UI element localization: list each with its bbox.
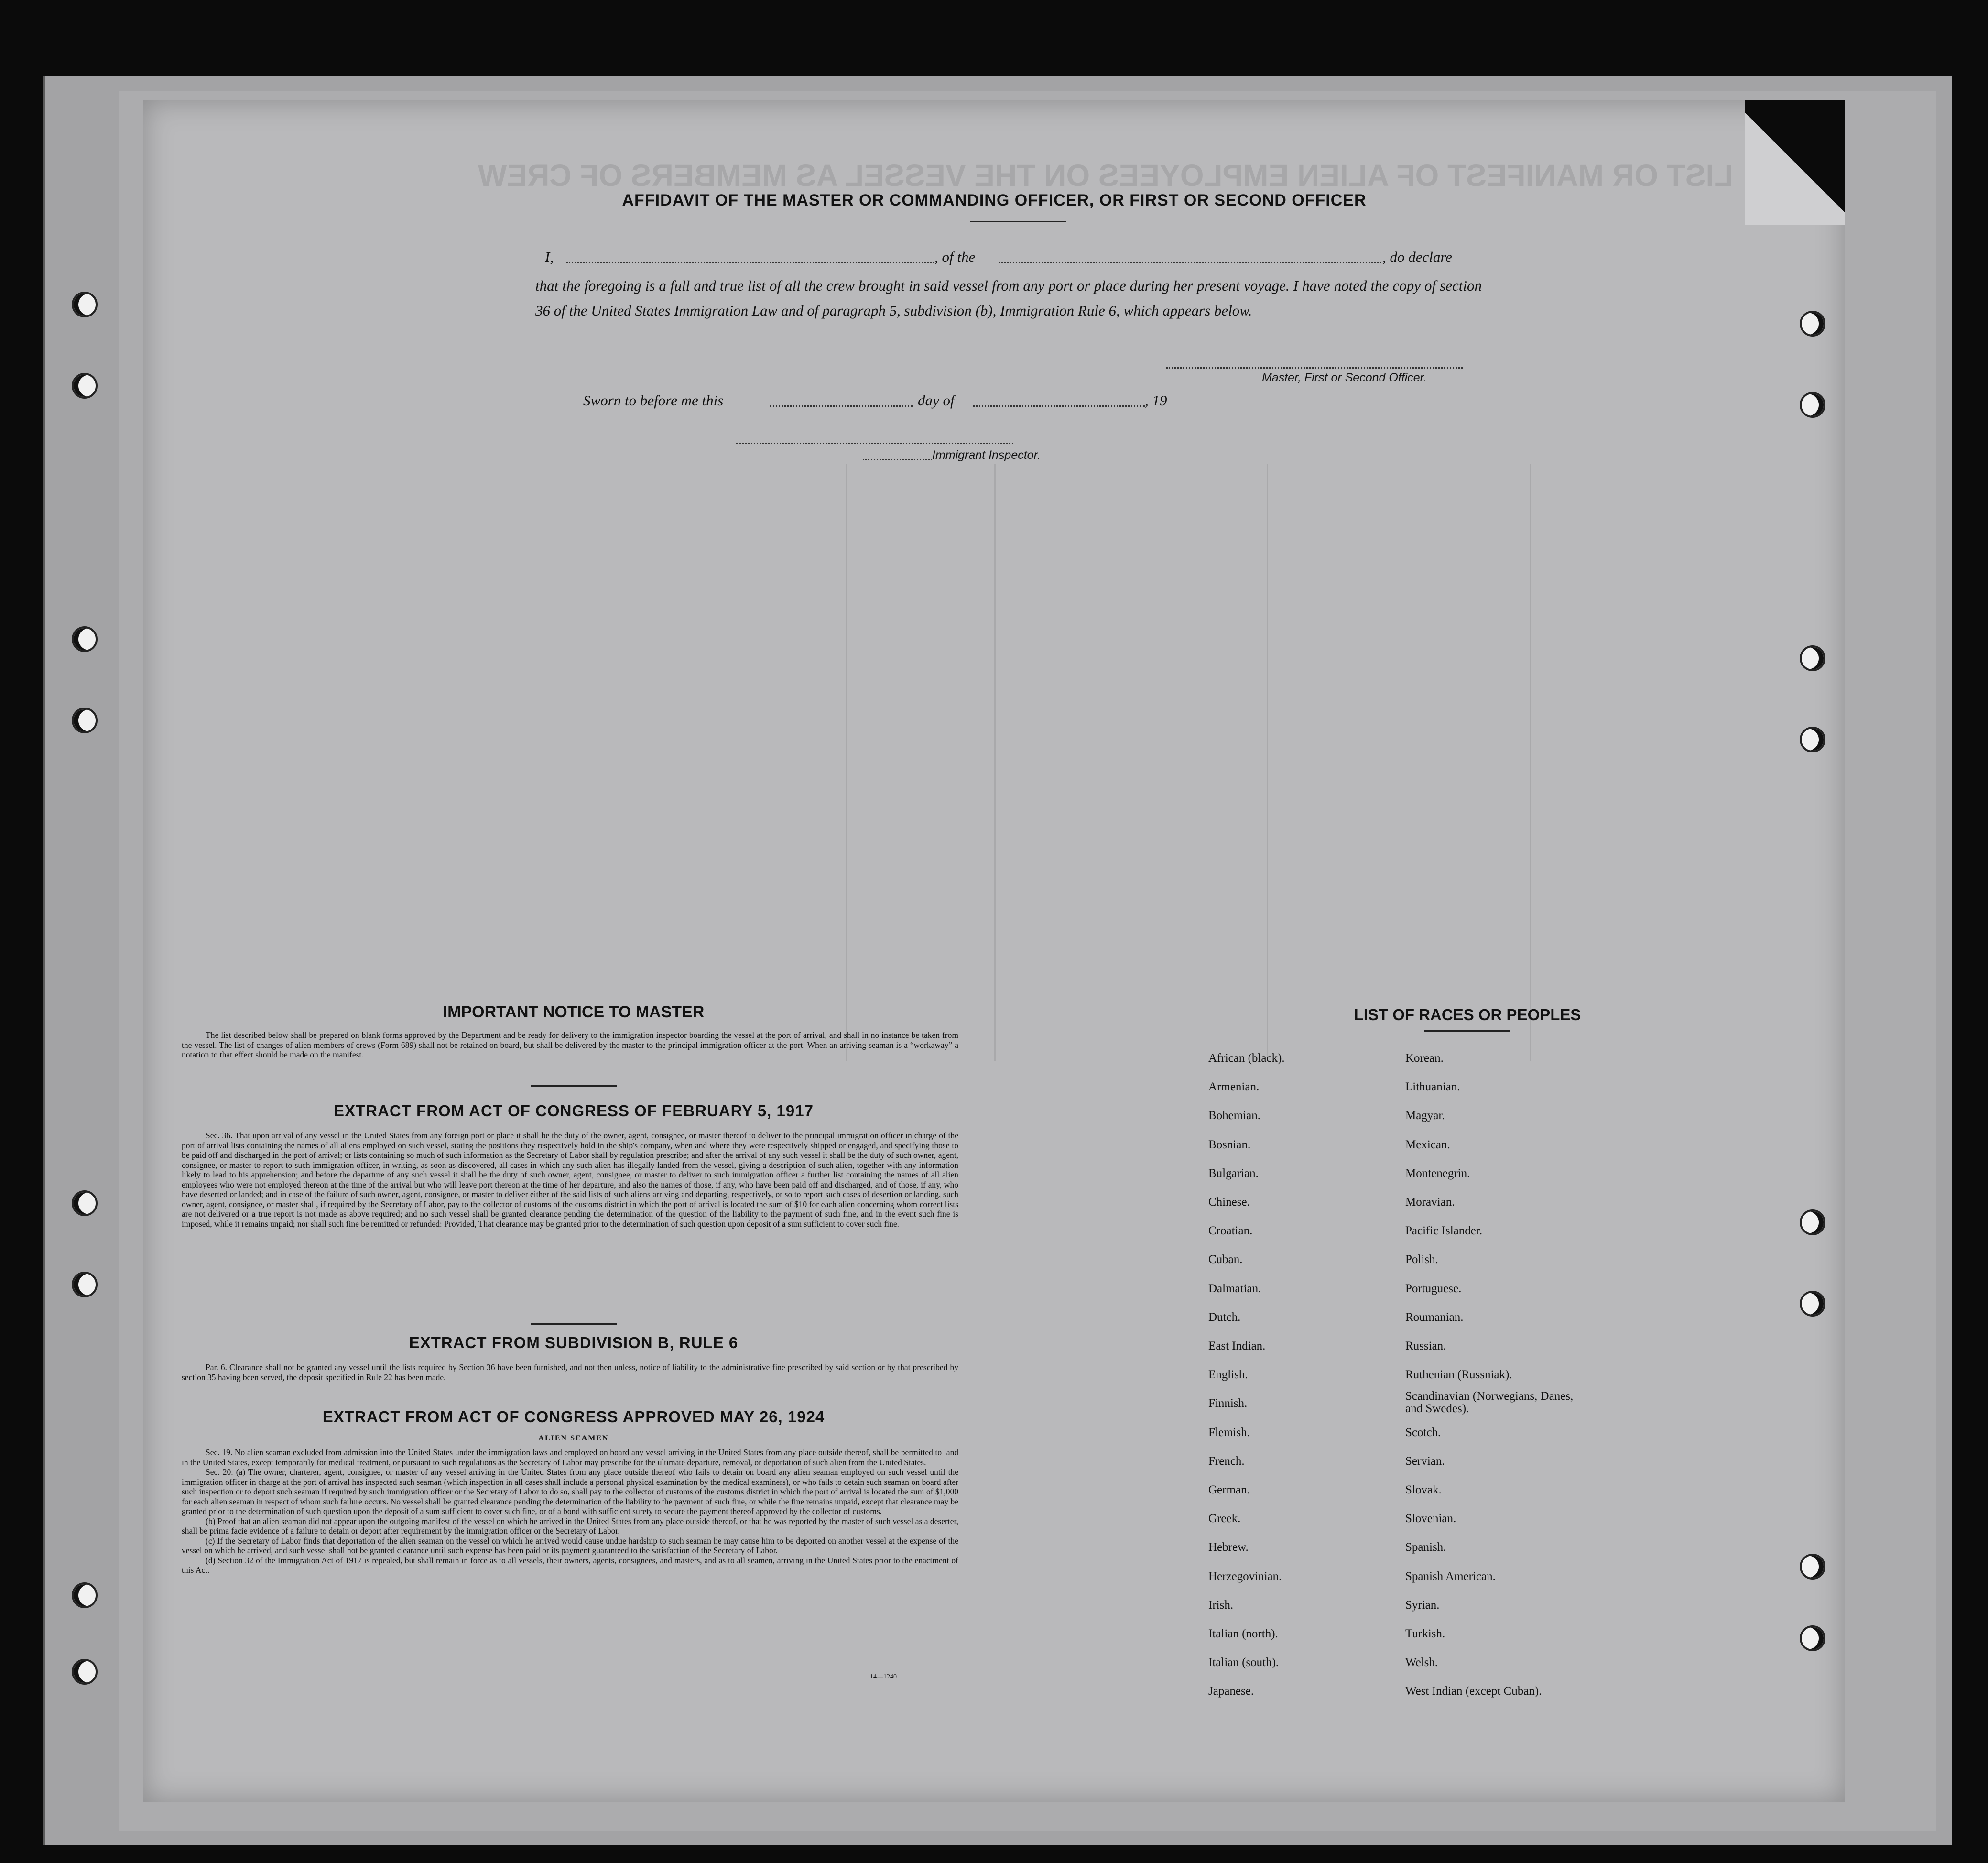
bleed-through-rule <box>1267 464 1268 1061</box>
document-page <box>143 100 1845 1802</box>
race-item: Armenian. <box>1208 1080 1260 1094</box>
race-item: Spanish. <box>1405 1541 1446 1554</box>
race-item: Lithuanian. <box>1405 1080 1460 1094</box>
race-item: Scotch. <box>1405 1426 1441 1439</box>
inspector-caption: Immigrant Inspector. <box>932 448 1041 462</box>
race-item: West Indian (except Cuban). <box>1405 1685 1542 1698</box>
race-item: Hebrew. <box>1208 1541 1249 1554</box>
sworn-month-blank[interactable] <box>973 405 1145 407</box>
punch-hole <box>72 292 98 317</box>
affidavit-body: that the foregoing is a full and true list of all the crew brought in said vessel from any port or place during her present voyage. I have noted the copy of section 36 of the United States Immigration Law and of paragraph 5, subdivision (b), Immigration Rule 6, which appears below. <box>535 277 1482 319</box>
extract-1917-text: Sec. 36. That upon arrival of any vessel in the United States from any foreign port or place it shall be the duty of the owner, agent, consignee, or master thereof to deliver to the principal immigration officer in charge of the port of arrival lists containing the names of all aliens employed on such vessel, stating the positions they respectively hold in the ship's company, when and where they were respectively shipped or engaged, and specifying those to be paid off and discharged in the port of arrival; or lists containing so much of such information as the Secretary of Labor shall by regulation prescribe; and after the arrival of any such vessel it shall be the duty of such owner, agent, consignee, or master to report to such immigration officer, in writing, as soon as discovered, all cases in which any such alien has illegally landed from the vessel, giving a description of such alien, together with any information likely to lead to his apprehension; and before the departure of any such vessel it shall be the duty of such owner, agent, consignee, or master to deliver to such immigration officer a further list containing the names of all alien employees who were not employed thereon at the time of the arrival but who will leave port thereon at the time of her departure, and also the names of those, if any, who have been paid off and discharged, and of those, if any, who have deserted or landed; and in case of the failure of such owner, agent, consignee, or master to deliver either of the said lists of such aliens arriving and departing, respectively, or so to report such cases of desertion or landing, such owner, agent, consignee, or master shall, if required by the Secretary of Labor, pay to the collector of customs of the customs district in which the port of arrival is located the sum of $10 for each alien concerning whom correct lists are not delivered or a true report is not made as above required; and no such vessel shall be granted clearance pending the determination of the question of the liability to the payment of such fine, and in the event such fine is imposed, while it remains unpaid; nor shall such fine be remitted or refunded: Provided, That clearance may be granted prior to the determination of such question upon deposit of a sum sufficient to cover such fine. <box>182 1131 958 1229</box>
punch-hole <box>72 1272 98 1297</box>
punch-hole <box>1800 727 1825 752</box>
punch-hole <box>1800 1209 1825 1235</box>
race-item: German. <box>1208 1483 1250 1496</box>
race-item: Bosnian. <box>1208 1138 1251 1151</box>
affidavit-of-the: , of the <box>934 249 976 265</box>
race-item: Spanish American. <box>1405 1569 1496 1583</box>
subdivision-b-text: Par. 6. Clearance shall not be granted any vessel until the lists required by Section 36 have been furnished, and not then unless, notice of liability to the administrative fine prescribed by said section or by that prescribed by section 35 having been served, the deposit specified in Rule 22 has been made. <box>182 1362 958 1382</box>
sworn-prefix: Sworn to before me this <box>583 392 724 409</box>
race-item: Syrian. <box>1405 1598 1440 1612</box>
sworn-year: , 19 <box>1145 392 1167 409</box>
race-item: English. <box>1208 1368 1248 1382</box>
race-item: Polish. <box>1405 1253 1438 1266</box>
race-item: Bohemian. <box>1208 1109 1261 1122</box>
race-item: French. <box>1208 1454 1245 1468</box>
race-item: Roumanian. <box>1405 1310 1464 1324</box>
signature-caption: Master, First or Second Officer. <box>1262 371 1427 384</box>
extract-1917-heading: EXTRACT FROM ACT OF CONGRESS OF FEBRUARY 5, 1917 <box>334 1102 814 1120</box>
race-item: Russian. <box>1405 1340 1446 1352</box>
race-item: Welsh. <box>1405 1656 1438 1669</box>
sec-20a-text: Sec. 20. (a) The owner, charterer, agent, consignee, or master of any vessel arriving in the United States from any place outside thereof who fails to detain on board any alien seaman employed on such vessel until the immigration officer in charge at the port of arrival has inspected such seaman (which inspection in all cases shall include a personal physical examination by the medical examiners), or who fails to detain such seaman on board after such inspection or to deport such seaman if required by such immigration officer or the Secretary of Labor to do so, shall pay to the collector of customs of the customs district in which the port of arrival is located the sum of $1,000 for each alien seaman in respect of whom such failure occurs. No vessel shall be granted clearance pending the determination of the liability to the payment of such fine, or while the fine remains unpaid, except that clearance may be granted prior to the determination of such question upon the deposit of a sum sufficient to cover such fine, or of a bond with sufficient surety to secure the payment thereof approved by the collector of customs. <box>182 1467 958 1516</box>
sec-19-text: Sec. 19. No alien seaman excluded from admission into the United States under the immigration laws and employed on board any vessel arriving in the United States from any place outside thereof, shall be permitted to land in the United States, except temporarily for medical treatment, or pursuant to such regulations as the Secretary of Labor may prescribe for the ultimate departure, removal, or deportation of such alien from the United States. <box>182 1448 958 1467</box>
alien-seamen-subheading: ALIEN SEAMEN <box>538 1434 609 1442</box>
punch-hole <box>1800 392 1825 418</box>
punch-hole <box>72 1659 98 1685</box>
punch-hole <box>1800 1291 1825 1317</box>
form-number: 14—1240 <box>870 1673 897 1680</box>
race-item: Ruthenian (Russniak). <box>1405 1368 1512 1382</box>
punch-hole <box>1800 311 1825 337</box>
race-item: Irish. <box>1208 1598 1234 1612</box>
vessel-name-blank[interactable] <box>999 262 1381 263</box>
race-item: Dutch. <box>1208 1310 1241 1324</box>
race-item: Turkish. <box>1405 1627 1445 1640</box>
bleed-through-rule <box>994 464 996 1061</box>
race-item: Japanese. <box>1208 1685 1254 1698</box>
race-item: Bulgarian. <box>1208 1166 1259 1180</box>
affidavit-i: I, <box>545 249 554 265</box>
sec-20d-text: (d) Section 32 of the Immigration Act of 1917 is repealed, but shall remain in force as to all vessels, their owners, agents, consignees, and masters, and as to all seamen, arriving in the United States prior to the enactment of this Act. <box>182 1555 958 1575</box>
sworn-day-of: day of <box>918 392 955 409</box>
punch-hole <box>72 626 98 652</box>
bleed-through-title: LIST OR MANIFEST OF ALIEN EMPLOYEES ON THE VESSEL AS MEMBERS OF CREW <box>478 158 1733 193</box>
extract-1924-heading: EXTRACT FROM ACT OF CONGRESS APPROVED MAY 26, 1924 <box>322 1408 825 1426</box>
race-item: Italian (north). <box>1208 1627 1278 1640</box>
punch-hole <box>1800 1554 1825 1580</box>
inspector-signature-blank[interactable] <box>736 443 1013 444</box>
affidavit-do-declare: , do declare <box>1382 249 1453 265</box>
affidavit-title: AFFIDAVIT OF THE MASTER OR COMMANDING OFFICER, OR FIRST OR SECOND OFFICER <box>622 191 1367 209</box>
sworn-day-blank[interactable] <box>770 405 913 407</box>
race-item: Slovenian. <box>1405 1512 1456 1525</box>
race-item: Montenegrin. <box>1405 1166 1470 1180</box>
extract-1924-text <box>182 1448 958 1575</box>
inspector-signature-blank-2 <box>863 459 932 460</box>
race-item: Greek. <box>1208 1512 1241 1525</box>
punch-hole <box>1800 1625 1825 1651</box>
race-item: Croatian. <box>1208 1224 1253 1238</box>
race-item: Finnish. <box>1208 1397 1248 1410</box>
sec-20c-text: (c) If the Secretary of Labor finds that deportation of the alien seaman on the vessel on which he arrived would cause undue hardship to such seaman he may cause him to be deported on another vessel at the expense of the vessel on which he arrived, and such vessel shall not be granted clearance until such expense has been paid or its payment guaranteed to the satisfaction of the Secretary of Labor. <box>182 1536 958 1555</box>
race-item: Slovak. <box>1405 1483 1442 1496</box>
notice-text: The list described below shall be prepared on blank forms approved by the Department and be ready for delivery to the immigration inspector boarding the vessel at the port of arrival, and shall in no instance be taken from the vessel. The list of changes of alien members of crews (Form 689) shall not be retained on board, but shall be delivered by the master to the principal immigration officer at the port. When an arriving seaman is a “workaway” a notation to that effect should be made on the manifest. <box>182 1030 958 1059</box>
race-item: East Indian. <box>1208 1340 1266 1352</box>
punch-hole <box>72 1582 98 1608</box>
races-underline <box>1424 1030 1510 1032</box>
punch-hole <box>72 708 98 733</box>
bleed-through-rule <box>846 464 847 1061</box>
notice-heading: IMPORTANT NOTICE TO MASTER <box>443 1003 705 1021</box>
officer-signature-blank[interactable] <box>1166 367 1463 369</box>
race-item: Cuban. <box>1208 1253 1243 1266</box>
section-divider <box>531 1323 617 1325</box>
punch-hole <box>72 1190 98 1216</box>
race-item: Pacific Islander. <box>1405 1224 1483 1238</box>
race-item: African (black). <box>1208 1052 1285 1065</box>
race-item: Dalmatian. <box>1208 1282 1261 1295</box>
races-title: LIST OF RACES OR PEOPLES <box>1354 1006 1581 1024</box>
race-item: Italian (south). <box>1208 1656 1279 1669</box>
race-item: Moravian. <box>1405 1196 1455 1209</box>
race-item: Magyar. <box>1405 1109 1445 1122</box>
subdivision-b-heading: EXTRACT FROM SUBDIVISION B, RULE 6 <box>409 1334 739 1351</box>
race-item: Scandinavian (Norwegians, Danes, and Swedes). <box>1405 1390 1574 1416</box>
race-item: Servian. <box>1405 1454 1445 1468</box>
sec-20b-text: (b) Proof that an alien seaman did not appear upon the outgoing manifest of the vessel on which he arrived in the United States from any place outside thereof, or that he was reported by the master of such vessel as a deserter, shall be prima facie evidence of a failure to detain or deport after requirement by the immigration officer or the Secretary of Labor. <box>182 1516 958 1536</box>
section-divider <box>531 1085 617 1087</box>
bleed-through-rule <box>1530 464 1531 1061</box>
race-item: Korean. <box>1405 1052 1444 1065</box>
master-name-blank[interactable] <box>566 262 934 263</box>
race-item: Flemish. <box>1208 1426 1250 1439</box>
race-item: Mexican. <box>1405 1138 1450 1151</box>
punch-hole <box>72 373 98 399</box>
race-item: Herzegovinian. <box>1208 1569 1282 1583</box>
race-item: Chinese. <box>1208 1196 1250 1209</box>
punch-hole <box>1800 645 1825 671</box>
title-underline <box>970 221 1066 222</box>
race-item: Portuguese. <box>1405 1282 1462 1295</box>
